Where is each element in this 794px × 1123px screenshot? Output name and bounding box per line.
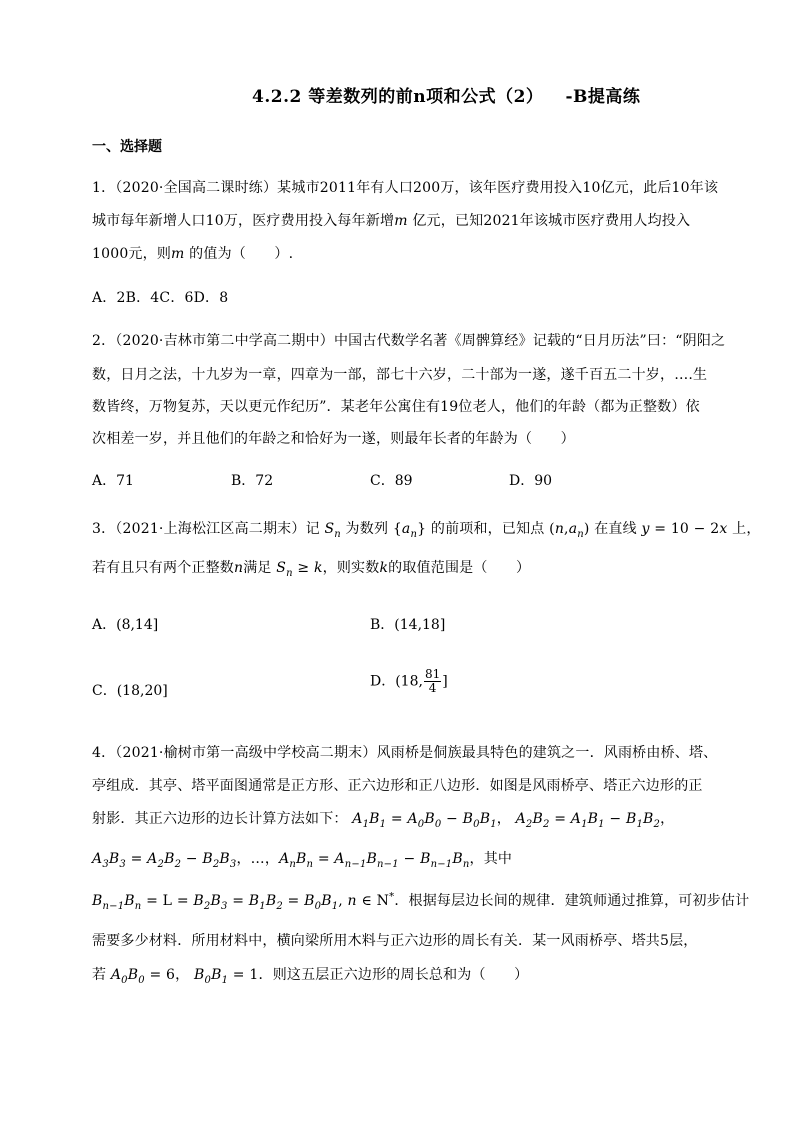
q4-line-3: 射影．其正六边形的边长计算方法如下： $A_1B_1 = A_0B_0 - B_0B_1$， $A_2B_2 = A_1B_1 - B_1B_2$， [92, 811, 675, 830]
q3-line-1: 3．（2021·上海松江区高二期末）记 $S_n$ 为数列 $\{a_n\}$ 的前项和，已知点 $(n,a_n)$ 在直线 y = 10 − 2x 上， [92, 521, 761, 540]
math-line-equation: y = 10 − 2x [641, 521, 728, 537]
math-inequality: $S_n \ge k$ [276, 560, 323, 579]
q2-option-d: D．90 [509, 473, 553, 489]
q2-line-3: 数皆终，万物复苏，天以更元作纪历”．某老年公寓住有19位老人，他们的年龄（都为正整数）依 [92, 399, 700, 415]
variable-m: m [171, 246, 185, 262]
q3-option-b: B．(14,18] [370, 617, 446, 633]
math-equal-increments: $B_{n-1}B_n = L = B_2B_3 = B_1B_2 = B_0B_1$, n ∈ N* [92, 891, 395, 912]
fraction: $\frac{81}{4}$ [424, 667, 441, 695]
document-title [252, 82, 640, 107]
q4-line-2: 亭组成．其亭、塔平面图通常是正方形、正六边形和正八边形．如图是风雨桥亭、塔正六边形的正 [92, 778, 703, 794]
q4-line-6: 需要多少材料．所用材料中，横向梁所用木料与正六边形的周长有关．某一风雨桥亭、塔共5层， [92, 933, 698, 949]
q2-line-4: 次相差一岁，并且他们的年龄之和恰好为一遂，则最年长者的年龄为（ ） [92, 431, 575, 447]
q4-line-4: $A_3B_3 = A_2B_2 - B_2B_3$，…，$A_nB_n = A_{n-1}B_{n-1} - B_{n-1}B_n$，其中 [92, 851, 513, 870]
q2-option-a: A．71 [92, 473, 134, 489]
math-k: k [379, 560, 389, 576]
math-recurrence-1: $A_1B_1 = A_0B_0 - B_0B_1$ [352, 811, 497, 830]
title-main: 4.2.2 等差数列的前n项和公式（2） [252, 87, 544, 107]
q2-option-b: B．72 [231, 473, 274, 489]
math-recurrence-n: $A_nB_n = A_{n-1}B_{n-1} - B_{n-1}B_n$ [279, 851, 470, 870]
title-suffix: -B提高练 [565, 87, 641, 107]
q2-option-c: C．89 [370, 473, 413, 489]
q4-line-5: $B_{n-1}B_n = L = B_2B_3 = B_1B_2 = B_0B_1$, n ∈ N*．根据每层边长间的规律．建筑师通过推算，可初步估计 [92, 891, 750, 912]
q3-option-a: A．(8,14] [92, 617, 159, 633]
variable-m: m [394, 213, 408, 229]
math-point: $(n,a_n)$ [549, 521, 590, 540]
math-recurrence-3: $A_3B_3 = A_2B_2 - B_2B_3$ [92, 851, 237, 870]
math-sn: $S_n$ [324, 521, 341, 540]
math-an-sequence: $\{a_n\}$ [392, 521, 427, 540]
section-heading: 一、选择题 [92, 139, 162, 155]
q3-option-d: D．(18, $\frac{81}{4}$ ] [370, 667, 448, 695]
math-a0b0: $A_0B_0 = 6$ [110, 967, 176, 986]
q1-line-3: 1000元，则m 的值为（ ）. [92, 246, 294, 262]
q1-line-2: 城市每年新增人口10万，医疗费用投入每年新增m 亿元，已知2021年该城市医疗费用人均投入 [92, 213, 691, 229]
math-recurrence-2: $A_2B_2 = A_1B_1 - B_1B_2$ [515, 811, 661, 830]
q1-options: A．2B．4C．6D．8 [92, 290, 229, 306]
q3-line-2: 若有且只有两个正整数n满足 $S_n \ge k$，则实数k的取值范围是（ ） [92, 560, 531, 579]
q4-line-7: 若 $A_0B_0 = 6$， $B_0B_1 = 1$．则这五层正六边形的周长总和为（ ） [92, 967, 529, 986]
q2-line-2: 数，日月之法，十九岁为一章，四章为一部，部七十六岁，二十部为一遂，遂千百五二十岁，….生 [92, 367, 708, 383]
q3-option-c: C．(18,20] [92, 683, 168, 699]
q4-line-1: 4．（2021·榆树市第一高级中学校高二期末）风雨桥是侗族最具特色的建筑之一．风雨桥由桥、塔、 [92, 745, 718, 761]
q2-line-1: 2．（2020·吉林市第二中学高二期中）中国古代数学名著《周髀算经》记载的“日月历法”曰：“阴阳之 [92, 333, 726, 349]
math-b0b1: $B_0B_1 = 1$ [194, 967, 259, 986]
math-n: n [234, 560, 244, 576]
q1-line-1: 1．（2020·全国高二课时练）某城市2011年有人口200万，该年医疗费用投入10亿元，此后10年该 [92, 180, 719, 196]
